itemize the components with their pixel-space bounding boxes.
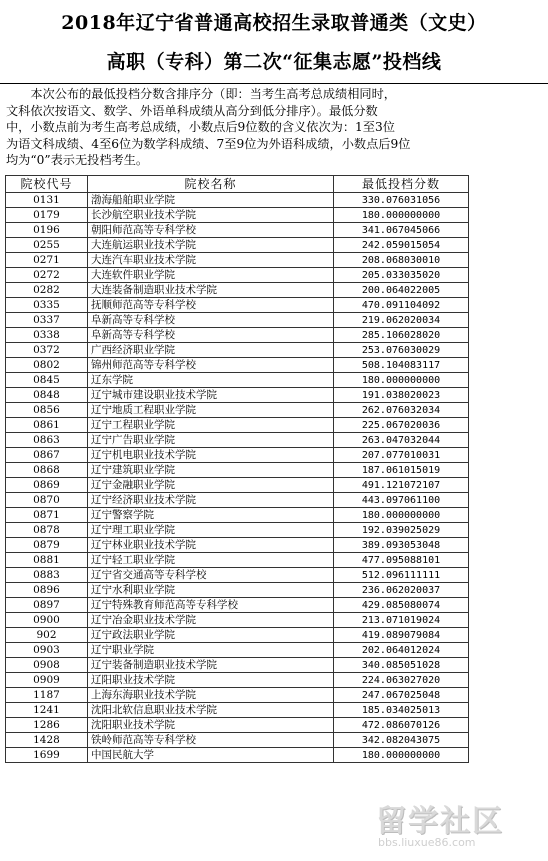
table-row [6,193,469,208]
table-header-row [6,176,469,193]
min-score-cell: 429.085080074 [334,598,469,613]
min-score-cell: 285.106028020 [334,328,469,343]
school-name-cell: 大连装备制造职业技术学院 [88,283,334,298]
school-name-cell: 辽宁工程职业学院 [88,418,334,433]
table-row [6,643,469,658]
min-score-cell: 213.071019024 [334,613,469,628]
table-row [6,613,469,628]
school-code-cell: 0848 [6,388,88,403]
min-score-cell: 330.076031056 [334,193,469,208]
school-code-cell: 0282 [6,283,88,298]
table-row [6,388,469,403]
note-line: 均为“0”表示无投档考生。 [6,153,149,167]
school-name-cell: 辽宁轻工职业学院 [88,553,334,568]
table-row [6,358,469,373]
school-name-cell: 辽宁广告职业学院 [88,433,334,448]
min-score-cell: 225.067020036 [334,418,469,433]
table-row [6,628,469,643]
min-score-cell: 341.067045066 [334,223,469,238]
min-score-cell: 340.085051028 [334,658,469,673]
table-row [6,283,469,298]
school-name-cell: 长沙航空职业技术学院 [88,208,334,223]
school-name-cell: 辽宁省交通高等专科学校 [88,568,334,583]
min-score-cell: 202.064012024 [334,643,469,658]
school-code-cell: 0883 [6,568,88,583]
table-row [6,658,469,673]
header-min-score: 最低投档分数 [334,176,469,193]
school-name-cell: 阜新高等专科学校 [88,313,334,328]
min-score-cell: 508.104083117 [334,358,469,373]
table-row [6,433,469,448]
school-name-cell: 辽宁政法职业学院 [88,628,334,643]
table-row [6,238,469,253]
min-score-cell: 242.059015054 [334,238,469,253]
table-row [6,328,469,343]
min-score-cell: 207.077010031 [334,448,469,463]
school-code-cell: 0335 [6,298,88,313]
school-name-cell: 辽宁金融职业学院 [88,478,334,493]
school-name-cell: 大连软件职业学院 [88,268,334,283]
school-name-cell: 辽宁建筑职业学院 [88,463,334,478]
school-name-cell: 辽宁林业职业技术学院 [88,538,334,553]
table-row [6,493,469,508]
school-code-cell: 0903 [6,643,88,658]
school-name-cell: 辽宁冶金职业技术学院 [88,613,334,628]
school-code-cell: 0196 [6,223,88,238]
min-score-cell: 236.062020037 [334,583,469,598]
school-name-cell: 辽宁城市建设职业技术学院 [88,388,334,403]
min-score-cell: 477.095088101 [334,553,469,568]
page-title-line1: 2018年辽宁省普通高校招生录取普通类（文史） [61,12,487,34]
table-row [6,583,469,598]
school-code-cell: 0271 [6,253,88,268]
min-score-cell: 200.064022005 [334,283,469,298]
school-name-cell: 辽宁水利职业学院 [88,583,334,598]
min-score-cell: 262.076032034 [334,403,469,418]
watermark-url: bbs.liuxue86.com [378,836,476,849]
school-name-cell: 中国民航大学 [88,748,334,763]
school-name-cell: 辽宁经济职业技术学院 [88,493,334,508]
table-row [6,733,469,748]
school-code-cell: 0131 [6,193,88,208]
min-score-cell: 180.000000000 [334,208,469,223]
school-code-cell: 0802 [6,358,88,373]
school-code-cell: 0337 [6,313,88,328]
min-score-cell: 219.062020034 [334,313,469,328]
table-row [6,373,469,388]
table-row [6,538,469,553]
min-score-cell: 247.067025048 [334,688,469,703]
school-code-cell: 0856 [6,403,88,418]
school-code-cell: 0897 [6,598,88,613]
school-code-cell: 0867 [6,448,88,463]
school-name-cell: 辽阳职业技术学院 [88,673,334,688]
min-score-cell: 443.097061100 [334,493,469,508]
school-code-cell: 902 [6,628,88,643]
table-row [6,343,469,358]
school-code-cell: 1286 [6,718,88,733]
admission-score-table [5,175,469,763]
explanation-note [6,86,544,169]
min-score-cell: 491.121072107 [334,478,469,493]
table-row [6,298,469,313]
table-row [6,523,469,538]
school-name-cell: 抚顺师范高等专科学校 [88,298,334,313]
school-code-cell: 0881 [6,553,88,568]
school-code-cell: 0255 [6,238,88,253]
table-row [6,418,469,433]
table-row [6,448,469,463]
school-name-cell: 辽东学院 [88,373,334,388]
school-code-cell: 0896 [6,583,88,598]
min-score-cell: 180.000000000 [334,373,469,388]
school-name-cell: 广西经济职业学院 [88,343,334,358]
school-code-cell: 1241 [6,703,88,718]
note-line: 中，小数点前为考生高考总成绩，小数点后9位数的含义依次为：1至3位 [6,120,395,134]
min-score-cell: 180.000000000 [334,748,469,763]
school-code-cell: 0845 [6,373,88,388]
note-line: 文科依次按语文、数学、外语单科成绩从高分到低分排序）。最低分数 [6,103,378,118]
school-code-cell: 0900 [6,613,88,628]
school-name-cell: 辽宁机电职业技术学院 [88,448,334,463]
min-score-cell: 419.089079084 [334,628,469,643]
table-row [6,688,469,703]
top-divider [0,83,548,84]
table-row [6,463,469,478]
table-row [6,598,469,613]
table-row [6,253,469,268]
min-score-cell: 263.047032044 [334,433,469,448]
site-watermark [348,796,544,858]
school-name-cell: 大连航运职业技术学院 [88,238,334,253]
school-name-cell: 辽宁装备制造职业技术学院 [88,658,334,673]
watermark-logo: 留学社区 [376,804,504,839]
school-code-cell: 0861 [6,418,88,433]
table-row [6,568,469,583]
table-row [6,673,469,688]
school-code-cell: 0868 [6,463,88,478]
table-row [6,208,469,223]
min-score-cell: 470.091104092 [334,298,469,313]
school-name-cell: 铁岭师范高等专科学校 [88,733,334,748]
header-school-name: 院校名称 [88,176,334,193]
min-score-cell: 342.082043075 [334,733,469,748]
table-row [6,703,469,718]
school-name-cell: 辽宁理工职业学院 [88,523,334,538]
min-score-cell: 180.000000000 [334,508,469,523]
school-code-cell: 1187 [6,688,88,703]
min-score-cell: 389.093053048 [334,538,469,553]
min-score-cell: 472.086070126 [334,718,469,733]
table-row [6,553,469,568]
school-code-cell: 0871 [6,508,88,523]
school-name-cell: 渤海船舶职业学院 [88,193,334,208]
school-code-cell: 1428 [6,733,88,748]
note-line: 本次公布的最低投档分数含排序分（即：当考生高考总成绩相同时， [6,87,396,101]
min-score-cell: 185.034025013 [334,703,469,718]
school-name-cell: 辽宁地质工程职业学院 [88,403,334,418]
table-row [6,268,469,283]
min-score-cell: 253.076030029 [334,343,469,358]
school-code-cell: 0179 [6,208,88,223]
school-name-cell: 朝阳师范高等专科学校 [88,223,334,238]
table-row [6,313,469,328]
school-name-cell: 辽宁特殊教育师范高等专科学校 [88,598,334,613]
table-row [6,748,469,763]
school-code-cell: 1699 [6,748,88,763]
table-row [6,223,469,238]
school-name-cell: 沈阳北软信息职业技术学院 [88,703,334,718]
min-score-cell: 192.039025029 [334,523,469,538]
min-score-cell: 205.033035020 [334,268,469,283]
min-score-cell: 208.068030010 [334,253,469,268]
min-score-cell: 187.061015019 [334,463,469,478]
school-code-cell: 0338 [6,328,88,343]
school-code-cell: 0870 [6,493,88,508]
school-code-cell: 0908 [6,658,88,673]
school-code-cell: 0372 [6,343,88,358]
table-row [6,508,469,523]
school-name-cell: 锦州师范高等专科学校 [88,358,334,373]
school-code-cell: 0863 [6,433,88,448]
school-code-cell: 0879 [6,538,88,553]
header-school-code: 院校代号 [6,176,88,193]
school-code-cell: 0909 [6,673,88,688]
school-name-cell: 上海东海职业技术学院 [88,688,334,703]
school-name-cell: 阜新高等专科学校 [88,328,334,343]
table-row [6,718,469,733]
note-line: 为语文科成绩、4至6位为数学科成绩、7至9位为外语科成绩，小数点后9位 [6,136,411,151]
table-row [6,403,469,418]
school-code-cell: 0878 [6,523,88,538]
table-row [6,478,469,493]
min-score-cell: 191.038020023 [334,388,469,403]
min-score-cell: 512.096111111 [334,568,469,583]
school-name-cell: 沈阳职业技术学院 [88,718,334,733]
school-name-cell: 辽宁警察学院 [88,508,334,523]
min-score-cell: 224.063027020 [334,673,469,688]
school-code-cell: 0272 [6,268,88,283]
school-name-cell: 辽宁职业学院 [88,643,334,658]
school-code-cell: 0869 [6,478,88,493]
page-title-line2: 高职（专科）第二次“征集志愿”投档线 [106,51,442,73]
school-name-cell: 大连汽车职业技术学院 [88,253,334,268]
